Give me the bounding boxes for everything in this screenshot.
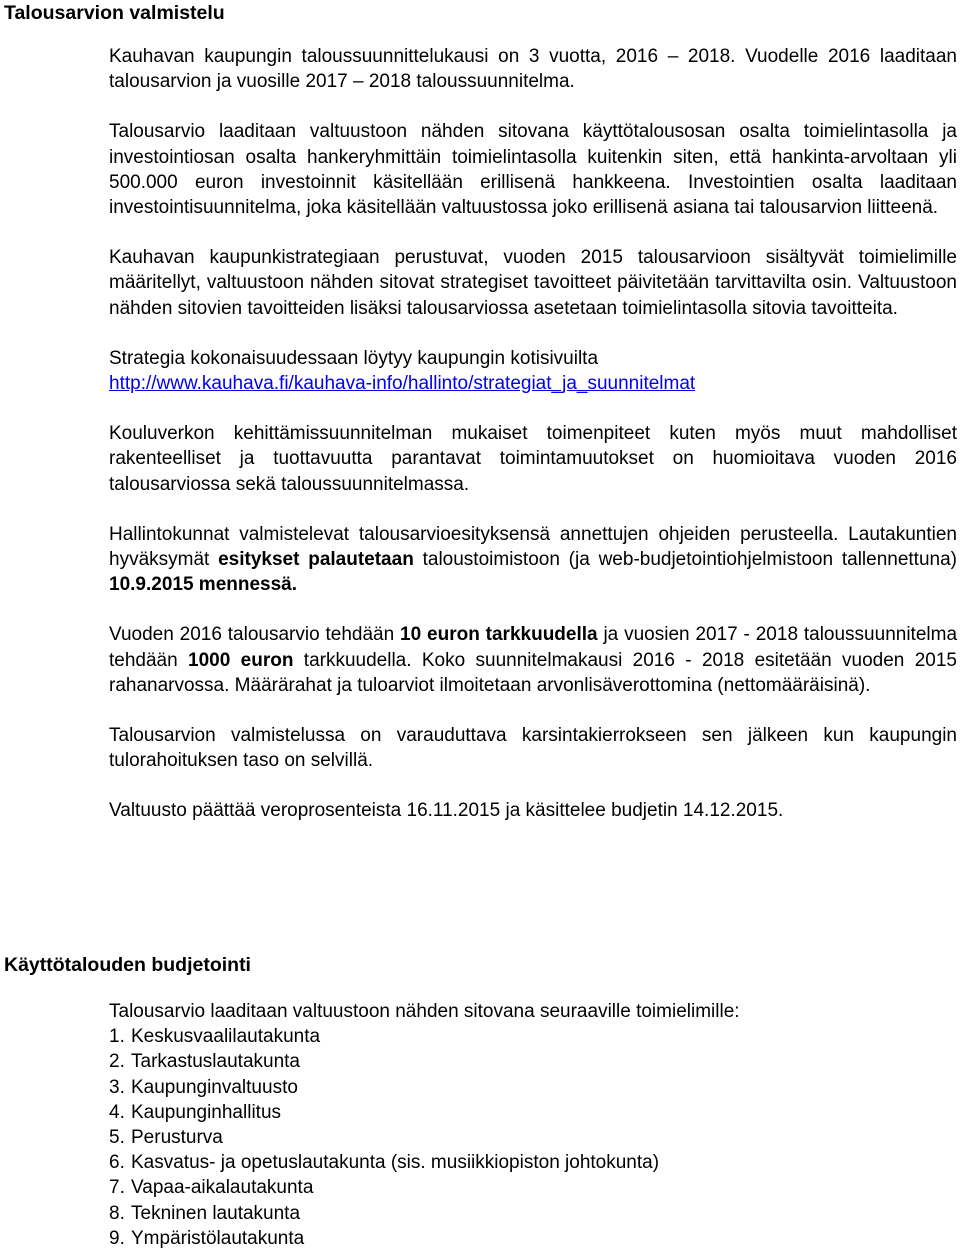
strategy-link-text: Strategia kokonaisuudessaan löytyy kaupungin kotisivuilta bbox=[109, 347, 599, 369]
list-item bbox=[109, 1125, 957, 1150]
list-item-name: Kaupunginhallitus bbox=[131, 1101, 282, 1123]
paragraph-submission-deadline bbox=[109, 522, 957, 598]
list-item-name: Tekninen lautakunta bbox=[131, 1202, 301, 1224]
paragraph-cutback-round: Talousarvion valmistelussa on varauduttava karsintakierrokseen sen jälkeen kun kaupungin tulorahoituksen taso on selvillä. bbox=[109, 725, 957, 772]
paragraph-school-network: Kouluverkon kehittämissuunnitelman mukaiset toimenpiteet kuten myös muut mahdolliset rakenteelliset ja tuottavuutta parantavat toimintamuutokset on huomioitava vuoden 2016 talousarviossa sekä taloussuunnitelmassa. bbox=[109, 423, 957, 495]
list-item-number: 2. bbox=[109, 1051, 125, 1073]
section-heading-operating-budget: Käyttötalouden budjetointi bbox=[4, 954, 251, 976]
list-item-number: 5. bbox=[109, 1127, 125, 1149]
section-heading-preparation: Talousarvion valmistelu bbox=[4, 2, 225, 24]
list-item bbox=[109, 1175, 957, 1200]
paragraph-binding-levels: Talousarvio laaditaan valtuustoon nähden sitovana käyttötalousosan osalta toimielintasolla ja investointiosan osalta hankeryhmittäin toimielintasolla kuitenkin siten, että hankinta-arvoltaan yli 500.000 euron investoinnit käsitellään erillisenä hankkeena. Investointien osalta laaditaan investointisuunnitelma, joka käsitellään valtuustossa joko erillisenä asiana tai talousarvion liitteenä. bbox=[109, 121, 957, 219]
accuracy-text-2: ja vuosien 2017 - 2018 taloussuunnitelma tehdään bbox=[109, 624, 958, 671]
list-item bbox=[109, 1201, 957, 1226]
paragraph-planning-period: Kauhavan kaupungin taloussuunnittelukausi on 3 vuotta, 2016 – 2018. Vuodelle 2016 laaditaan talousarvion ja vuosille 2017 – 2018 taloussuunnitelma. bbox=[109, 46, 957, 93]
list-item-number: 1. bbox=[109, 1026, 125, 1048]
accuracy-bold-2: 1000 euron bbox=[188, 649, 294, 671]
accuracy-text-3: tarkkuudella. Koko suunnitelmakausi 2016 - 2018 esitetään vuoden 2015 rahanarvossa. Määrärahat ja tuloarviot ilmoitetaan arvonlisäverottomina (nettomääräisinä). bbox=[109, 649, 957, 696]
list-item-name: Vapaa-aikalautakunta bbox=[131, 1177, 314, 1199]
list-item-number: 3. bbox=[109, 1076, 125, 1098]
paragraph-strategy-link bbox=[109, 346, 957, 396]
list-item-name: Kasvatus- ja opetuslautakunta (sis. musiikkiopiston johtokunta) bbox=[131, 1152, 660, 1174]
list-item-number: 7. bbox=[109, 1177, 125, 1199]
list-item bbox=[109, 1226, 957, 1251]
preparation-section bbox=[109, 44, 957, 849]
list-item bbox=[109, 1049, 957, 1074]
submission-deadline-date: 10.9.2015 mennessä. bbox=[109, 574, 298, 596]
accuracy-text-1: Vuoden 2016 talousarvio tehdään bbox=[109, 624, 401, 646]
list-item-number: 9. bbox=[109, 1227, 125, 1249]
list-item bbox=[109, 1075, 957, 1100]
list-item-name: Keskusvaalilautakunta bbox=[131, 1026, 321, 1048]
list-item-name: Tarkastuslautakunta bbox=[131, 1051, 300, 1073]
strategy-link[interactable]: http://www.kauhava.fi/kauhava-info/hallinto/strategiat_ja_suunnitelmat bbox=[109, 373, 696, 395]
paragraph-accuracy bbox=[109, 622, 957, 698]
list-item-number: 6. bbox=[109, 1152, 125, 1174]
submission-text-1: Hallintokunnat valmistelevat talousarvioesityksensä annettujen ohjeiden perusteella. Lautakuntien hyväksymät bbox=[109, 523, 957, 571]
submission-text-2: taloustoimistoon (ja web-budjetointiohjelmistoon tallennettuna) bbox=[413, 549, 957, 571]
list-item bbox=[109, 1150, 957, 1175]
list-item-name: Perusturva bbox=[131, 1127, 223, 1149]
paragraph-council-dates: Valtuusto päättää veroprosenteista 16.11.2015 ja käsittelee budjetin 14.12.2015. bbox=[109, 800, 784, 822]
accuracy-bold-1: 10 euron tarkkuudella bbox=[400, 624, 598, 646]
paragraph-strategy-goals: Kauhavan kaupunkistrategiaan perustuvat, vuoden 2015 talousarvioon sisältyvät toimielimille määritellyt, valtuustoon nähden sitovat strategiset tavoitteet päivitetään tarvittavilta osin. Valtuustoon nähden sitovien tavoitteiden lisäksi talousarviossa asetetaan toimielintasolla sitovia tavoitteita. bbox=[109, 247, 957, 319]
list-item-number: 4. bbox=[109, 1101, 125, 1123]
list-item-name: Ympäristölautakunta bbox=[131, 1227, 305, 1249]
list-item-name: Kaupunginvaltuusto bbox=[131, 1076, 298, 1098]
list-item-number: 8. bbox=[109, 1202, 125, 1224]
list-item bbox=[109, 1024, 957, 1049]
operating-budget-section bbox=[109, 999, 957, 1251]
list-item bbox=[109, 1100, 957, 1125]
submission-bold-1: esitykset palautetaan bbox=[218, 549, 414, 571]
budget-intro: Talousarvio laaditaan valtuustoon nähden sitovana seuraaville toimielimille: bbox=[109, 1001, 740, 1022]
governing-bodies-list bbox=[109, 1024, 957, 1251]
